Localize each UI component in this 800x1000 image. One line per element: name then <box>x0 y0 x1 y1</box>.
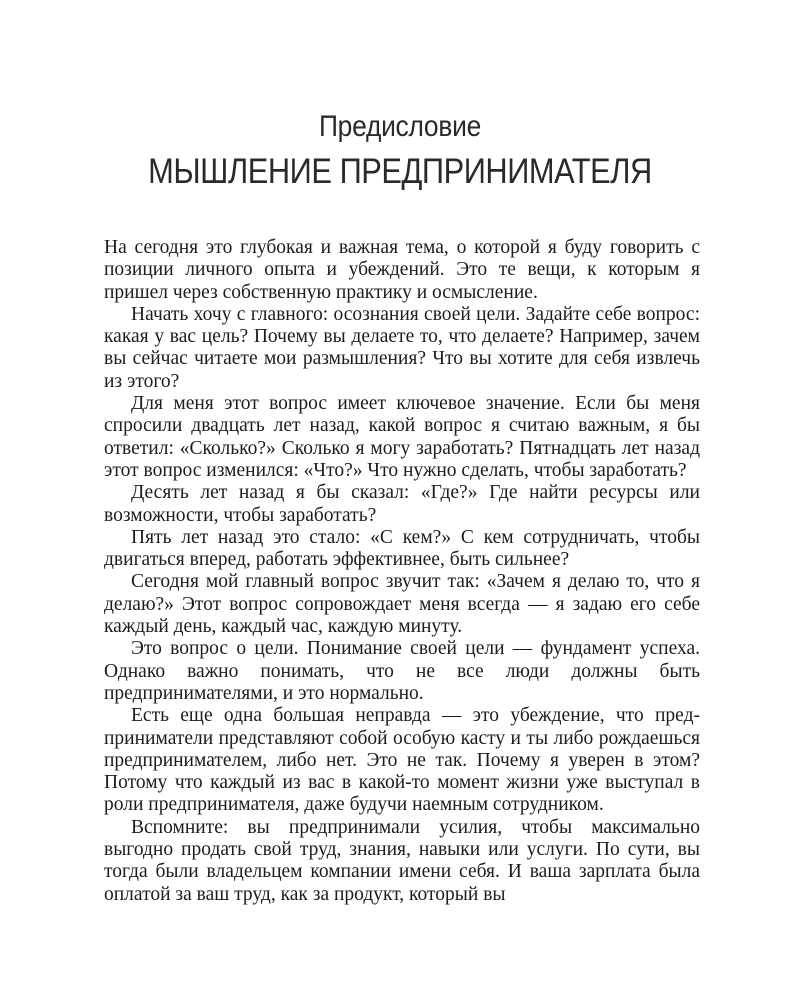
chapter-subtitle: Предисловие <box>318 110 482 143</box>
paragraph: Есть еще одна большая неправда — это убеждение, что предприниматели представляют собой особую касту и ты либо рождаешься предпринимателем, либо нет. Это не так. Почему я уверен в этом? Потому что каждый из вас в какой-то момент жизни уже выступал в роли предпринимателя, даже будучи наемным сотрудником. <box>104 705 700 816</box>
paragraph: Для меня этот вопрос имеет ключевое значение. Если бы меня спросили двадцать лет назад, какой вопрос я считаю важным, я бы ответил: «Сколько?» Сколько я могу заработать? Пятнадцать лет назад этот вопрос изменился: «Что?» Что нужно сделать, чтобы заработать? <box>104 393 700 481</box>
paragraph: Это вопрос о цели. Понимание своей цели — фундамент успеха. Однако важно понимать, что не все люди должны быть предпринимателями, и это нормально. <box>104 638 700 704</box>
paragraph: Сегодня мой главный вопрос звучит так: «Зачем я делаю то, что я делаю?» Этот вопрос сопровождает меня всегда — я задаю его себе каждый день, каждый час, каждую минуту. <box>104 571 700 638</box>
body-text <box>104 237 700 906</box>
chapter-title: МЫШЛЕНИЕ ПРЕДПРИНИМАТЕЛЯ <box>148 152 652 191</box>
paragraph: На сегодня это глубокая и важная тема, о которой я буду говорить с позиции личного опыта и убеждений. Это те вещи, к которым я пришел через собственную практику и осмысление. <box>104 237 700 303</box>
paragraph: Пять лет назад это стало: «С кем?» С кем сотрудничать, чтобы двигаться вперед, работать эффективнее, быть сильнее? <box>104 526 700 571</box>
paragraph: Вспомните: вы предпринимали усилия, чтобы максимально выгодно продать свой труд, знания, навыки или услуги. По сути, вы тогда были владельцем компании имени себя. И ваша зарплата была оплатой за ваш труд, как за продукт, который вы <box>104 816 700 905</box>
paragraph: Десять лет назад я бы сказал: «Где?» Где найти ресурсы или возможности, чтобы заработать? <box>104 482 700 526</box>
chapter-header <box>0 108 800 194</box>
paragraph: Начать хочу с главного: осознания своей цели. Задайте себе вопрос: какая у вас цель? Почему вы делаете то, что делаете? Например, зачем вы сейчас читаете мои размышления? Что вы хотите для себя извлечь из этого? <box>104 303 700 392</box>
